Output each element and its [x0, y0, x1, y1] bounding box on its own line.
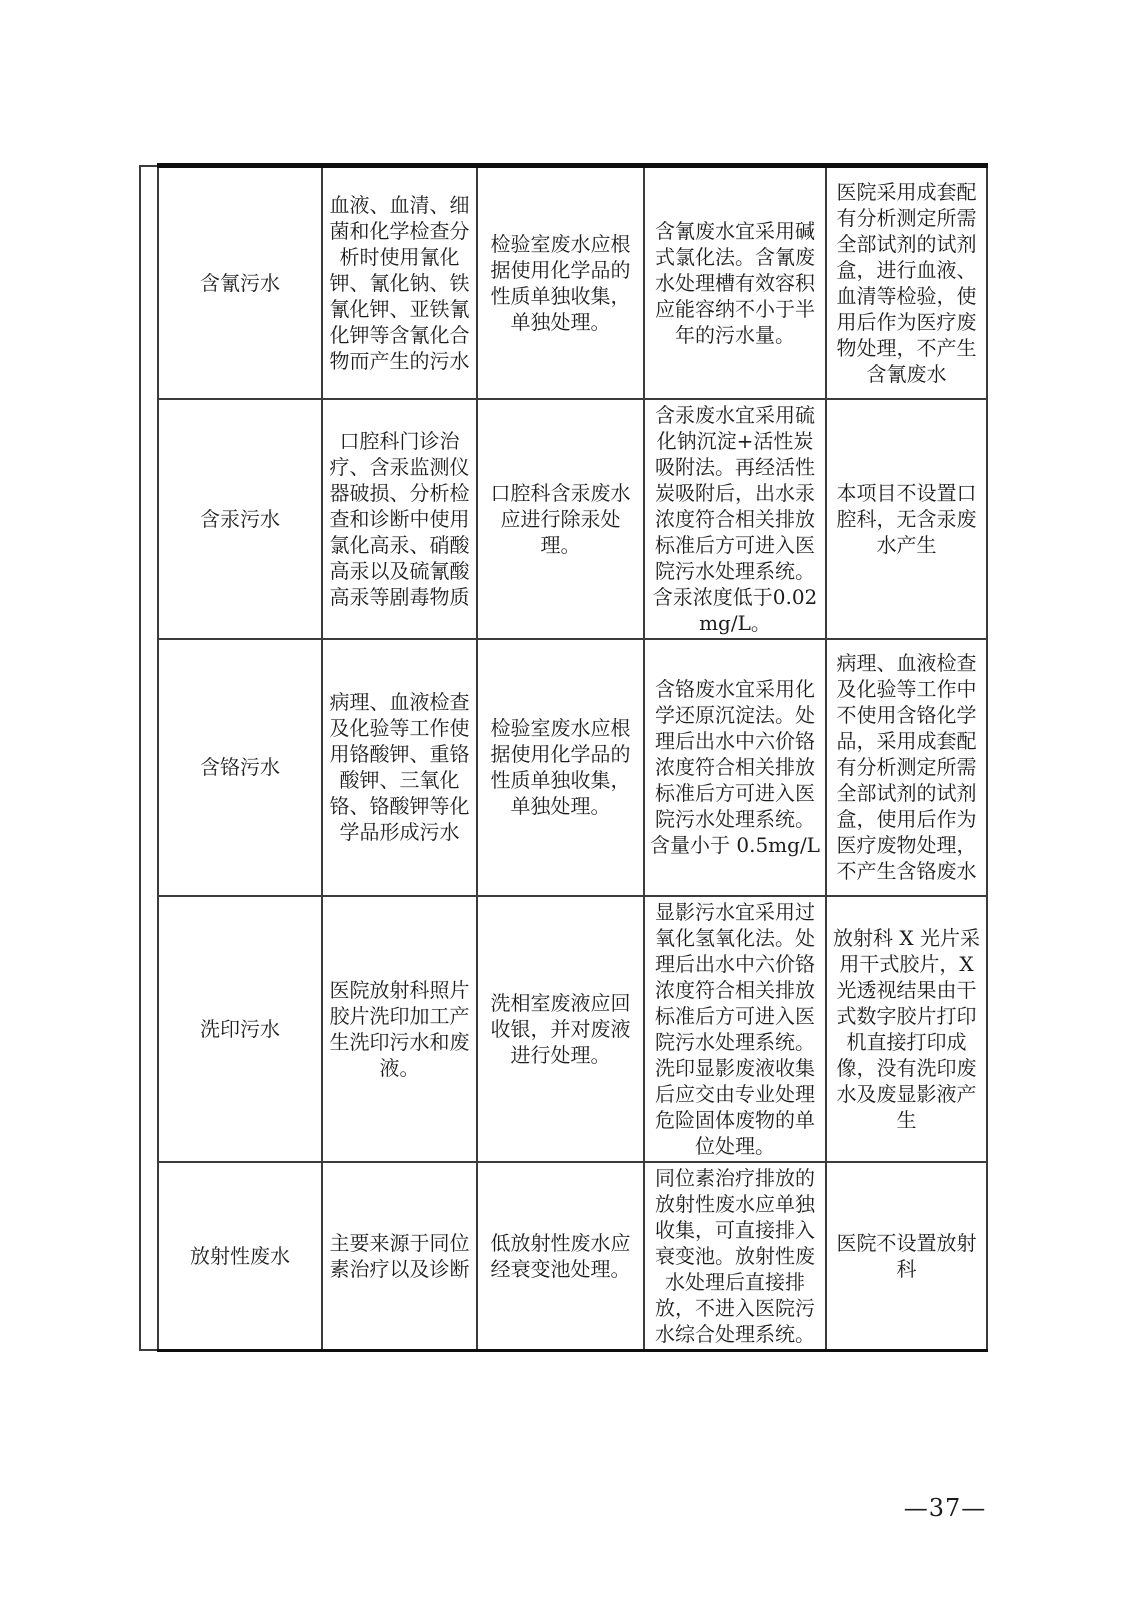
- cell-collection: 检验室废水应根据使用化学品的性质单独收集，单独处理。: [477, 166, 644, 399]
- cell-source: 血液、血清、细菌和化学检查分析时使用氰化钾、氰化钠、铁氰化钾、亚铁氰化钾等含氰化合物而产生的污水: [322, 166, 477, 399]
- cell-treatment: 显影污水宜采用过氧化氢氧化法。处理后出水中六价铬浓度符合相关排放标准后方可进入医院污水处理系统。洗印显影废液收集后应交由专业处理危险固体废物的单位处理。: [644, 896, 826, 1162]
- cell-treatment: 含汞废水宜采用硫化钠沉淀+活性炭吸附法。再经活性炭吸附后，出水汞浓度符合相关排放标准后方可进入医院污水处理系统。含汞浓度低于0.02mg/L。: [644, 399, 826, 639]
- wastewater-table: [139, 163, 988, 1352]
- cell-project-note: 放射科 X 光片采用干式胶片，X 光透视结果由干式数字胶片打印机直接打印成像，没有洗印废水及废显影液产生: [826, 896, 987, 1162]
- cell-collection: 低放射性废水应经衰变池处理。: [477, 1162, 644, 1351]
- cell-treatment: 含铬废水宜采用化学还原沉淀法。处理后出水中六价铬浓度符合相关排放标准后方可进入医院污水处理系统。含量小于 0.5mg/L: [644, 639, 826, 896]
- cell-category: 洗印污水: [158, 896, 322, 1162]
- cell-source: 主要来源于同位素治疗以及诊断: [322, 1162, 477, 1351]
- continued-stub-cell: [140, 166, 158, 1351]
- table-row: [140, 1162, 987, 1351]
- cell-category: 含汞污水: [158, 399, 322, 639]
- table-row: [140, 639, 987, 896]
- cell-collection: 检验室废水应根据使用化学品的性质单独收集，单独处理。: [477, 639, 644, 896]
- cell-collection: 口腔科含汞废水应进行除汞处理。: [477, 399, 644, 639]
- page-number: —37—: [903, 1494, 987, 1522]
- cell-collection: 洗相室废液应回收银，并对废液进行处理。: [477, 896, 644, 1162]
- cell-project-note: 医院不设置放射科: [826, 1162, 987, 1351]
- cell-project-note: 病理、血液检查及化验等工作中不使用含铬化学品，采用成套配有分析测定所需全部试剂的试剂盒，使用后作为医疗废物处理，不产生含铬废水: [826, 639, 987, 896]
- table-row: [140, 896, 987, 1162]
- cell-category: 含氰污水: [158, 166, 322, 399]
- cell-source: 病理、血液检查及化验等工作使用铬酸钾、重铬酸钾、三氧化铬、铬酸钾等化学品形成污水: [322, 639, 477, 896]
- table-row: [140, 399, 987, 639]
- cell-source: 医院放射科照片胶片洗印加工产生洗印污水和废液。: [322, 896, 477, 1162]
- cell-treatment: 同位素治疗排放的放射性废水应单独收集，可直接排入衰变池。放射性废水处理后直接排放，不进入医院污水综合处理系统。: [644, 1162, 826, 1351]
- cell-category: 放射性废水: [158, 1162, 322, 1351]
- cell-source: 口腔科门诊治疗、含汞监测仪器破损、分析检查和诊断中使用氯化高汞、硝酸高汞以及硫氰酸高汞等剧毒物质: [322, 399, 477, 639]
- cell-category: 含铬污水: [158, 639, 322, 896]
- cell-project-note: 医院采用成套配有分析测定所需全部试剂的试剂盒，进行血液、血清等检验，使用后作为医疗废物处理，不产生含氰废水: [826, 166, 987, 399]
- cell-treatment: 含氰废水宜采用碱式氯化法。含氰废水处理槽有效容积应能容纳不小于半年的污水量。: [644, 166, 826, 399]
- cell-project-note: 本项目不设置口腔科，无含汞废水产生: [826, 399, 987, 639]
- table-row: [140, 166, 987, 399]
